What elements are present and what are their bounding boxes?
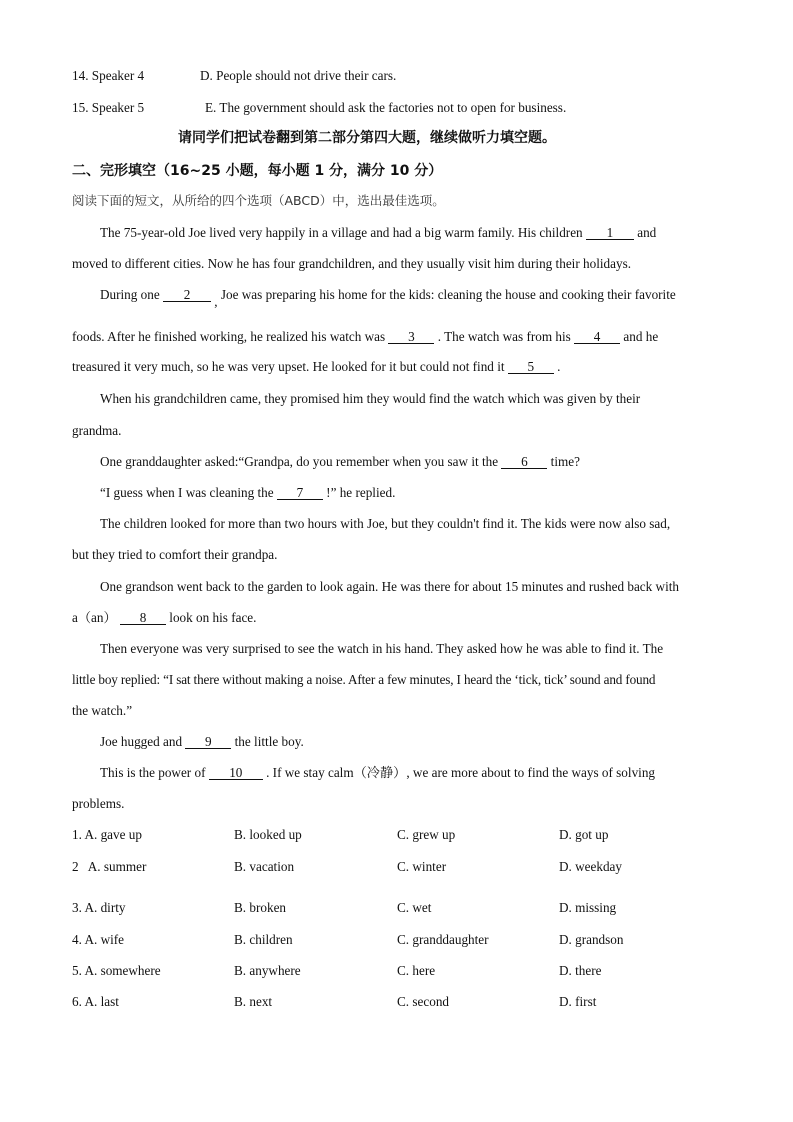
option-d: D. got up xyxy=(559,827,609,842)
option-a: 4. A. wife xyxy=(72,932,125,947)
option-b: B. looked up xyxy=(234,827,302,842)
passage-line xyxy=(100,734,304,750)
matching-item-15 xyxy=(72,100,567,116)
passage-line: the watch.” xyxy=(72,703,133,718)
instructions: 阅读下面的短文，从所给的四个选项（ABCD）中，选出最佳选项。 xyxy=(72,193,445,208)
blank-8: 8 xyxy=(120,611,166,625)
text: and xyxy=(637,225,657,240)
passage-line: The children looked for more than two hours with Joe, but they couldn't find it. The kids were now also sad, xyxy=(100,516,671,531)
option-c: C. second xyxy=(397,994,450,1009)
text: !” he replied. xyxy=(326,485,396,500)
option-b: B. anywhere xyxy=(234,963,301,978)
text: look on his face. xyxy=(169,610,257,625)
option-d: D. there xyxy=(559,963,602,978)
passage-line xyxy=(100,454,580,470)
text: This is the power of xyxy=(100,765,206,780)
option-c: C. grew up xyxy=(397,827,456,842)
text: Joe hugged and xyxy=(100,734,183,749)
blank-4: 4 xyxy=(574,330,620,344)
blank-2: 2 xyxy=(163,288,211,302)
text: a（an） xyxy=(72,610,117,625)
item-text: D. People should not drive their cars. xyxy=(200,68,397,83)
passage-line: Then everyone was very surprised to see the watch in his hand. They asked how he was able to find it. The xyxy=(100,641,664,656)
matching-item-14 xyxy=(72,68,397,84)
text: “I guess when I was cleaning the xyxy=(100,485,274,500)
text: the little boy. xyxy=(234,734,304,749)
option-b: B. next xyxy=(234,994,273,1009)
notice: 请同学们把试卷翻到第二部分第四大题，继续做听力填空题。 xyxy=(178,130,556,146)
passage-line: One grandson went back to the garden to look again. He was there for about 15 minutes and rushed back with xyxy=(100,579,679,594)
text: treasured it very much, so he was very upset. He looked for it but could not find it xyxy=(72,359,505,374)
text: . If we stay calm（冷静）, we are more about to find the ways of solving xyxy=(266,765,656,780)
blank-1: 1 xyxy=(586,226,634,240)
option-b: B. broken xyxy=(234,900,287,915)
item-text: E. The government should ask the factories not to open for business. xyxy=(205,100,567,115)
passage-line xyxy=(100,287,676,309)
comma: , xyxy=(214,294,218,309)
option-d: D. weekday xyxy=(559,859,622,874)
blank-10: 10 xyxy=(209,766,263,780)
item-number: 14. Speaker 4 xyxy=(72,68,145,83)
passage-line xyxy=(100,765,655,781)
text: and he xyxy=(623,329,659,344)
passage-line xyxy=(72,610,256,626)
text: . xyxy=(557,359,561,374)
option-c: C. wet xyxy=(397,900,432,915)
option-d: D. missing xyxy=(559,900,617,915)
option-c: C. winter xyxy=(397,859,447,874)
option-d: D. grandson xyxy=(559,932,624,947)
passage-line xyxy=(100,225,656,241)
blank-9: 9 xyxy=(185,735,231,749)
blank-5: 5 xyxy=(508,360,554,374)
option-a: 1. A. gave up xyxy=(72,827,142,842)
option-c: C. here xyxy=(397,963,436,978)
option-a: 6. A. last xyxy=(72,994,119,1009)
text: . The watch was from his xyxy=(437,329,571,344)
blank-3: 3 xyxy=(388,330,434,344)
text: Joe was preparing his home for the kids: cleaning the house and cooking their favorite xyxy=(220,287,676,302)
option-b: B. vacation xyxy=(234,859,295,874)
passage-line: When his grandchildren came, they promised him they would find the watch which was given by their xyxy=(100,391,641,406)
passage-line: problems. xyxy=(72,796,125,811)
item-number: 15. Speaker 5 xyxy=(72,100,145,115)
option-a: 2 A. summer xyxy=(72,859,147,874)
blank-7: 7 xyxy=(277,486,323,500)
text: The 75-year-old Joe lived very happily in a village and had a big warm family. His children xyxy=(100,225,583,240)
passage-line: little boy replied: “I sat there without making a noise. After a few minutes, I heard the ‘tick, tick’ sound and found xyxy=(72,672,656,687)
option-a: 3. A. dirty xyxy=(72,900,126,915)
passage-line: but they tried to comfort their grandpa. xyxy=(72,547,278,562)
passage-line: grandma. xyxy=(72,423,122,438)
blank-6: 6 xyxy=(501,455,547,469)
text: foods. After he finished working, he realized his watch was xyxy=(72,329,386,344)
option-b: B. children xyxy=(234,932,293,947)
option-c: C. granddaughter xyxy=(397,932,489,947)
passage-line: moved to different cities. Now he has four grandchildren, and they usually visit him during their holidays. xyxy=(72,256,632,271)
option-d: D. first xyxy=(559,994,597,1009)
option-a: 5. A. somewhere xyxy=(72,963,161,978)
passage-line xyxy=(72,329,658,345)
text: During one xyxy=(100,287,160,302)
section-title: 二、完形填空（16~25 小题，每小题 1 分，满分 10 分） xyxy=(72,163,443,179)
passage-line xyxy=(100,485,395,501)
passage-line xyxy=(72,359,560,375)
text: One granddaughter asked:“Grandpa, do you remember when you saw it the xyxy=(100,454,499,469)
text: time? xyxy=(550,454,580,469)
